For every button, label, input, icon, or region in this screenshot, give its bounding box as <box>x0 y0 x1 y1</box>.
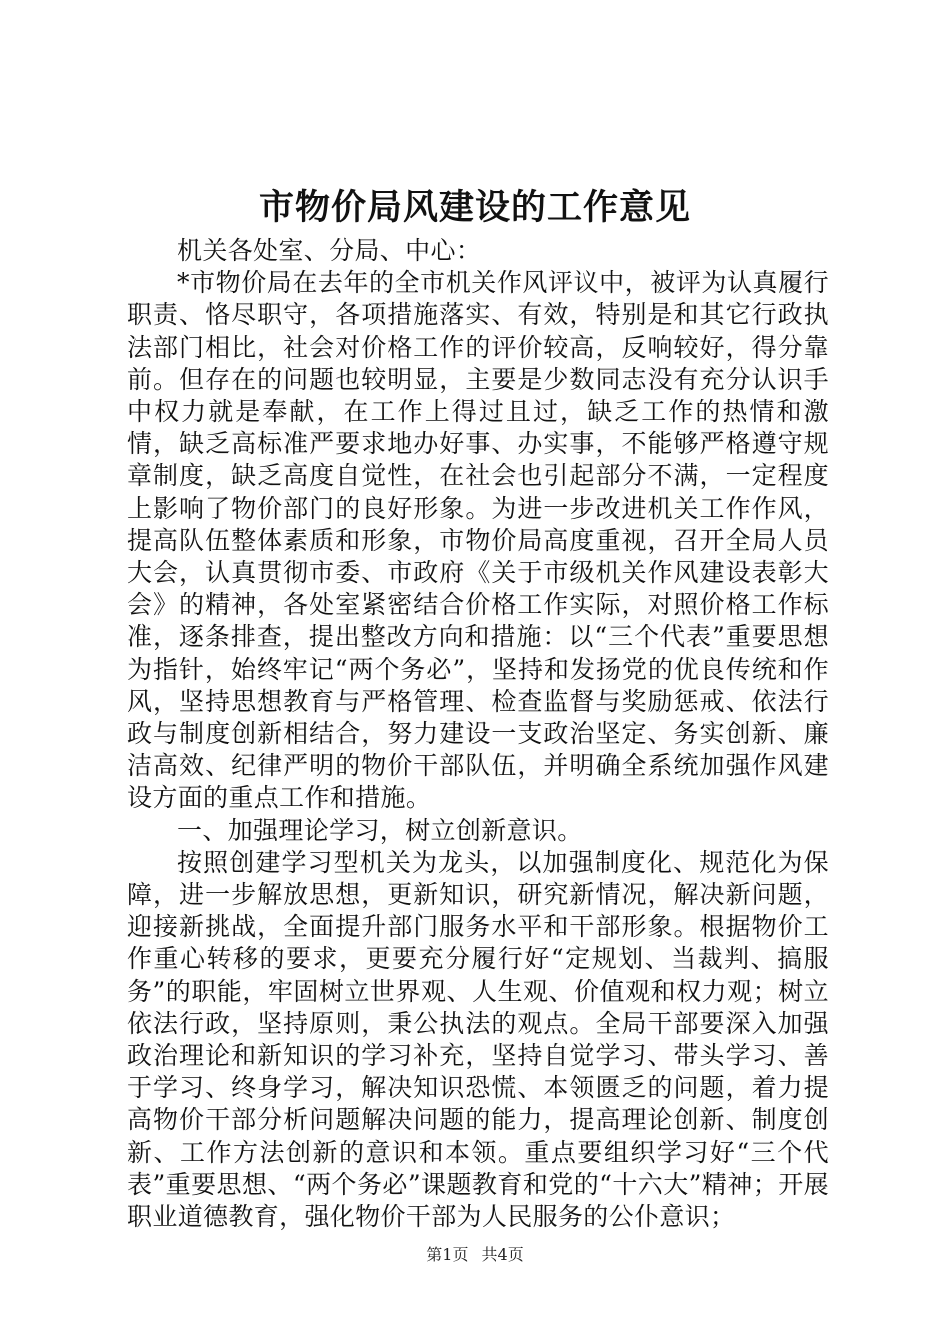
body-paragraph-section-1: 按照创建学习型机关为龙头，以加强制度化、规范化为保障，进一步解放思想，更新知识，研究新情况，解决新问题，迎接新挑战，全面提升部门服务水平和干部形象。根据物价工作重心转移的要求，更要充分履行好“定规划、当裁判、搞服务”的职能，牢固树立世界观、人生观、价值观和权力观；树立依法行政，坚持原则，秉公执法的观点。全局干部要深入加强政治理论和新知识的学习补充，坚持自觉学习、带头学习、善于学习、终身学习，解决知识恐慌、本领匮乏的问题，着力提高物价干部分析问题解决问题的能力，提高理论创新、制度创新、工作方法创新的意识和本领。重点要组织学习好“三个代表”重要思想、“两个务必”课题教育和党的“十六大”精神；开展职业道德教育，强化物价干部为人民服务的公仆意识； <box>127 847 829 1232</box>
page-total: 共4页 <box>481 1245 524 1264</box>
page-number: 第1页 <box>426 1245 469 1264</box>
document-body <box>127 235 829 1233</box>
page-footer <box>0 1243 950 1267</box>
body-paragraph-intro: *市物价局在去年的全市机关作风评议中，被评为认真履行职责、恪尽职守，各项措施落实、有效，特别是和其它行政执法部门相比，社会对价格工作的评价较高，反响较好，得分靠前。但存在的问题也较明显，主要是少数同志没有充分认识手中权力就是奉献，在工作上得过且过，缺乏工作的热情和激情，缺乏高标准严要求地办好事、办实事，不能够严格遵守规章制度，缺乏高度自觉性，在社会也引起部分不满，一定程度上影响了物价部门的良好形象。为进一步改进机关工作作风，提高队伍整体素质和形象，市物价局高度重视，召开全局人员大会，认真贯彻市委、市政府《关于市级机关作风建设表彰大会》的精神，各处室紧密结合价格工作实际，对照价格工作标准，逐条排查，提出整改方向和措施：以“三个代表”重要思想为指针，始终牢记“两个务必”，坚持和发扬党的优良传统和作风，坚持思想教育与严格管理、检查监督与奖励惩戒、依法行政与制度创新相结合，努力建设一支政治坚定、务实创新、廉洁高效、纪律严明的物价干部队伍，并明确全系统加强作风建设方面的重点工作和措施。 <box>127 268 829 813</box>
salutation: 机关各处室、分局、中心： <box>177 236 482 265</box>
document-title: 市物价局风建设的工作意见 <box>258 187 691 228</box>
section-heading-1: 一、加强理论学习，树立创新意识。 <box>177 815 583 845</box>
